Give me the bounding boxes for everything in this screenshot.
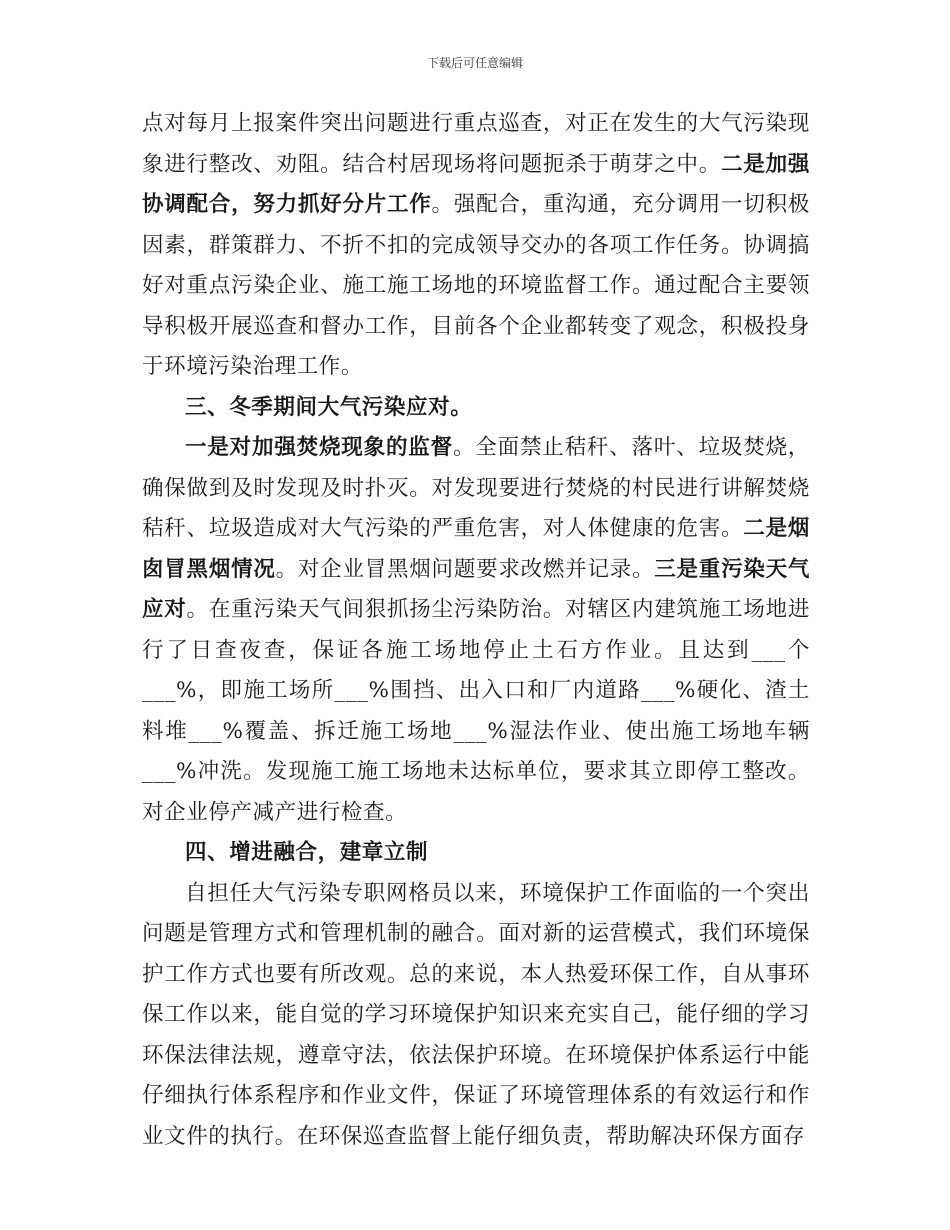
paragraph-text: 。在重污染天气间狠抓扬尘污染防治。对辖区内建筑施工场地进行了日查夜查，保证各施工场地停止土石方作业。且达到___个___%，即施工场所___%围挡、出入口和厂内道路___%硬化、渣土料堆___%覆盖、拆迁施工场地___%湿法作业、使出施工场地车辆___%冲洗。发现施工施工场地未达标单位，要求其立即停工整改。对企业停产减产进行检查。 bbox=[142, 597, 810, 825]
page-header: 下载后可任意编辑 bbox=[426, 56, 523, 70]
paragraph-text: 。强配合，重沟通，充分调用一切积极因素，群策群力、不折不扣的完成领导交办的各项工作任务。协调搞好对重点污染企业、施工施工场地的环境监督工作。通过配合主要领导积极开展巡查和督办工作，目前各个企业都转变了观念，积极投身于环境污染治理工作。 bbox=[142, 192, 810, 379]
document-body bbox=[142, 104, 810, 1157]
section-heading-4: 四、增进融合，建章立制 bbox=[185, 840, 429, 865]
paragraph-text: 。对企业冒黑烟问题要求改燃并记录。 bbox=[275, 556, 655, 582]
bold-point-one: 一是对加强焚烧现象的监督 bbox=[185, 435, 453, 460]
paragraph-summary: 自担任大气污染专职网格员以来，环境保护工作面临的一个突出问题是管理方式和管理机制的融合。面对新的运营模式，我们环境保护工作方式也要有所改观。总的来说，本人热爱环保工作，自从事环保工作以来，能自觉的学习环境保护知识来充实自己，能仔细的学习环保法律法规，遵章守法，依法保护环境。在环境保护体系运行中能仔细执行体系程序和作业文件，保证了环境管理体系的有效运行和作业文件的执行。在环保巡查监督上能仔细负责，帮助解决环保方面存 bbox=[142, 880, 810, 1149]
section-heading-3: 三、冬季期间大气污染应对。 bbox=[185, 394, 473, 420]
paragraph-text: 点对每月上报案件突出问题进行重点巡查，对正在发生的大气污染现象进行整改、劝阻。结合村居现场将问题扼杀于萌芽之中。 bbox=[142, 111, 810, 177]
bold-point-three: 三是重污染天气应对 bbox=[142, 556, 810, 622]
paragraph-text: 。全面禁止秸秆、落叶、垃圾焚烧，确保做到及时发现及时扑灭。对发现要进行焚烧的村民进行讲解焚烧秸秆、垃圾造成对大气污染的严重危害，对人体健康的危害。 bbox=[142, 435, 810, 541]
bold-point-two: 二是烟囱冒黑烟情况 bbox=[142, 516, 810, 582]
paragraph-continuation bbox=[142, 104, 810, 388]
paragraph-winter bbox=[142, 428, 810, 833]
bold-point-two: 二是加强协调配合，努力抓好分片工作 bbox=[142, 151, 810, 217]
